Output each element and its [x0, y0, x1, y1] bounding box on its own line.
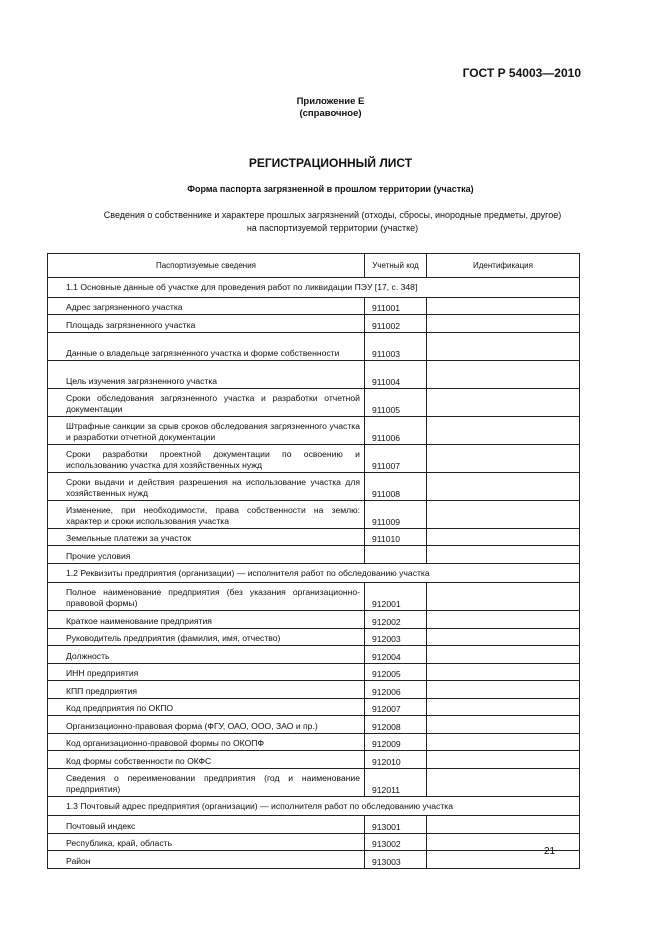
table-row — [48, 546, 580, 564]
table-row — [48, 360, 580, 388]
appendix-note: (справочное) — [299, 108, 362, 119]
identification-cell[interactable] — [427, 332, 580, 360]
table-row — [48, 698, 580, 716]
row-code: 911004 — [365, 360, 427, 388]
identification-cell[interactable] — [427, 472, 580, 500]
row-code: 911007 — [365, 444, 427, 472]
identification-cell[interactable] — [427, 611, 580, 629]
identification-cell[interactable] — [427, 681, 580, 699]
standard-number: ГОСТ Р 54003—2010 — [462, 66, 581, 80]
identification-cell[interactable] — [427, 444, 580, 472]
identification-cell[interactable] — [427, 360, 580, 388]
table-row — [48, 583, 580, 611]
table-row — [48, 646, 580, 664]
row-code: 913002 — [365, 833, 427, 851]
row-code: 911003 — [365, 332, 427, 360]
row-code: 912002 — [365, 611, 427, 629]
identification-cell[interactable] — [427, 698, 580, 716]
column-header-code: Учетный код — [365, 254, 427, 278]
row-label: Изменение, при необходимости, права собственности на землю: характер и сроки использования участка — [48, 500, 365, 528]
table-row — [48, 416, 580, 444]
identification-cell[interactable] — [427, 388, 580, 416]
form-title: Форма паспорта загрязненной в прошлом территории (участка) — [187, 184, 474, 194]
appendix-title: Приложение Е — [296, 96, 365, 107]
row-label: Полное наименование предприятия (без указания организационно-правовой формы) — [48, 583, 365, 611]
row-label: Район — [48, 851, 365, 869]
table-row — [48, 611, 580, 629]
identification-cell[interactable] — [427, 583, 580, 611]
identification-cell[interactable] — [427, 416, 580, 444]
section-title: 1.2 Реквизиты предприятия (организации) — исполнителя работ по обследованию участка — [48, 563, 580, 583]
identification-cell[interactable] — [427, 297, 580, 315]
row-code: 912009 — [365, 733, 427, 751]
page-title: РЕГИСТРАЦИОННЫЙ ЛИСТ — [248, 156, 413, 170]
column-header-info: Паспортизуемые сведения — [48, 254, 365, 278]
table-row — [48, 297, 580, 315]
table-row — [48, 332, 580, 360]
intro-line: на паспортизуемой территории (участке) — [246, 222, 419, 233]
row-label: ИНН предприятия — [48, 663, 365, 681]
table-row — [48, 444, 580, 472]
identification-cell[interactable] — [427, 315, 580, 333]
row-code: 912006 — [365, 681, 427, 699]
row-label: Сроки выдачи и действия разрешения на использование участка для хозяйственных нужд — [48, 472, 365, 500]
row-label: Код формы собственности по ОКФС — [48, 751, 365, 769]
row-code — [365, 546, 427, 564]
row-code: 912008 — [365, 716, 427, 734]
row-code: 912010 — [365, 751, 427, 769]
row-label: КПП предприятия — [48, 681, 365, 699]
row-label: Код организационно-правовой формы по ОКОПФ — [48, 733, 365, 751]
section-row — [48, 278, 580, 298]
identification-cell[interactable] — [427, 646, 580, 664]
table-row — [48, 681, 580, 699]
row-code: 911005 — [365, 388, 427, 416]
row-label: Штрафные санкции за срыв сроков обследования загрязненного участка и разработки отчетной документации — [48, 416, 365, 444]
row-code: 911001 — [365, 297, 427, 315]
row-label: Прочие условия — [48, 546, 365, 564]
row-code: 912011 — [365, 768, 427, 796]
identification-cell[interactable] — [427, 816, 580, 834]
table-row — [48, 851, 580, 869]
table-row — [48, 833, 580, 851]
row-label: Должность — [48, 646, 365, 664]
table-row — [48, 768, 580, 796]
row-label: Почтовый индекс — [48, 816, 365, 834]
table-row — [48, 816, 580, 834]
row-label: Площадь загрязненного участка — [48, 315, 365, 333]
identification-cell[interactable] — [427, 768, 580, 796]
row-code: 912003 — [365, 628, 427, 646]
identification-cell[interactable] — [427, 500, 580, 528]
intro-text — [55, 209, 610, 234]
row-label: Данные о владельце загрязненного участка и форме собственности — [48, 332, 365, 360]
section-row — [48, 796, 580, 816]
table-row — [48, 500, 580, 528]
table-row — [48, 663, 580, 681]
appendix-heading — [0, 96, 661, 120]
table-row — [48, 315, 580, 333]
identification-cell[interactable] — [427, 851, 580, 869]
table-row — [48, 716, 580, 734]
table-row — [48, 751, 580, 769]
table-row — [48, 388, 580, 416]
identification-cell[interactable] — [427, 733, 580, 751]
table-row — [48, 733, 580, 751]
row-code: 911006 — [365, 416, 427, 444]
identification-cell[interactable] — [427, 716, 580, 734]
section-row — [48, 563, 580, 583]
identification-cell[interactable] — [427, 751, 580, 769]
row-label: Сроки разработки проектной документации по освоению и использованию участка для хозяйственных нужд — [48, 444, 365, 472]
row-code: 911008 — [365, 472, 427, 500]
passport-table — [47, 253, 580, 869]
row-label: Республика, край, область — [48, 833, 365, 851]
row-label: Организационно-правовая форма (ФГУ, ОАО, ООО, ЗАО и пр.) — [48, 716, 365, 734]
row-code: 911009 — [365, 500, 427, 528]
identification-cell[interactable] — [427, 628, 580, 646]
identification-cell[interactable] — [427, 663, 580, 681]
section-title: 1.1 Основные данные об участке для проведения работ по ликвидации ПЭУ [17, с. 348] — [48, 278, 580, 298]
intro-line: Сведения о собственнике и характере прошлых загрязнений (отходы, сбросы, инородные предметы, другое) — [103, 210, 562, 220]
row-label: Сроки обследования загрязненного участка и разработки отчетной документации — [48, 388, 365, 416]
table-row — [48, 628, 580, 646]
identification-cell[interactable] — [427, 833, 580, 851]
table-header-row — [48, 254, 580, 278]
identification-cell[interactable] — [427, 528, 580, 546]
row-label: Код предприятия по ОКПО — [48, 698, 365, 716]
row-code: 911010 — [365, 528, 427, 546]
row-code: 911002 — [365, 315, 427, 333]
row-label: Адрес загрязненного участка — [48, 297, 365, 315]
row-label: Сведения о переименовании предприятия (год и наименование предприятия) — [48, 768, 365, 796]
row-code: 912005 — [365, 663, 427, 681]
row-code: 913003 — [365, 851, 427, 869]
identification-cell[interactable] — [427, 546, 580, 564]
section-title: 1.3 Почтовый адрес предприятия (организации) — исполнителя работ по обследованию участка — [48, 796, 580, 816]
table-row — [48, 528, 580, 546]
row-label: Земельные платежи за участок — [48, 528, 365, 546]
row-label: Руководитель предприятия (фамилия, имя, отчество) — [48, 628, 365, 646]
row-label: Цель изучения загрязненного участка — [48, 360, 365, 388]
column-header-identification: Идентификация — [427, 254, 580, 278]
row-label: Краткое наименование предприятия — [48, 611, 365, 629]
table-row — [48, 472, 580, 500]
row-code: 913001 — [365, 816, 427, 834]
row-code: 912001 — [365, 583, 427, 611]
page-number: 21 — [544, 846, 556, 857]
row-code: 912004 — [365, 646, 427, 664]
row-code: 912007 — [365, 698, 427, 716]
